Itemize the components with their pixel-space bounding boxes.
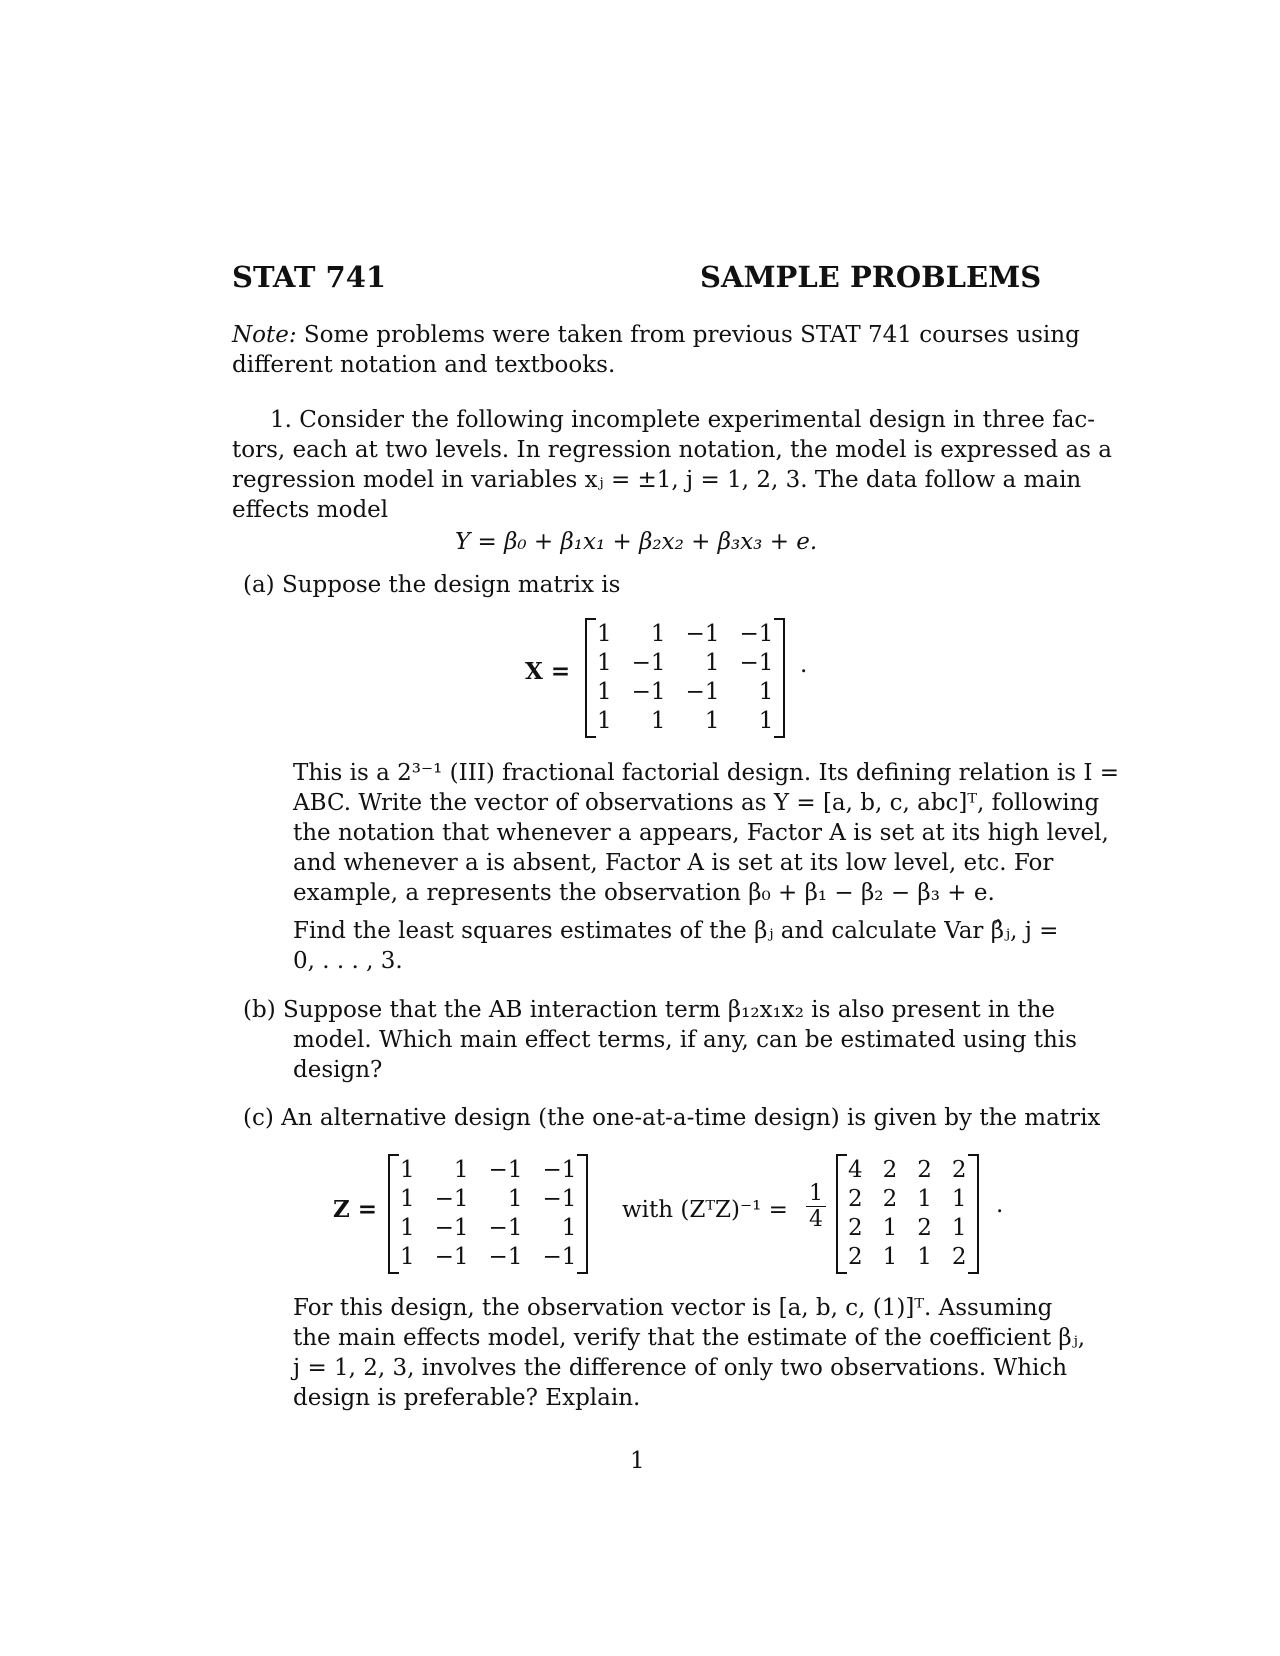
matrix-row [587,707,783,736]
matrix-cell: 2 [917,1157,932,1183]
note-line-2: different notation and textbooks. [232,352,616,378]
part-c-text-3: j = 1, 2, 3, involves the difference of only two observations. Which [293,1355,1068,1381]
matrix-cell: −1 [685,679,720,705]
matrix-row [587,678,783,707]
matrix-cell: 2 [848,1244,863,1270]
problem1-line-3: regression model in variables xⱼ = ±1, j = 1, 2, 3. The data follow a main [232,467,1082,493]
matrix-cell: −1 [434,1186,469,1212]
matrix-cell: 1 [597,650,612,676]
matrix-cell: 1 [597,621,612,647]
part-b-line-2: model. Which main effect terms, if any, can be estimated using this [293,1027,1077,1053]
course-code: STAT 741 [232,260,387,294]
part-c-text-4: design is preferable? Explain. [293,1385,641,1411]
problem1-line-4: effects model [232,497,389,523]
matrix-cell: 2 [848,1186,863,1212]
matrix-cell: 2 [951,1157,967,1183]
part-a-question-2: 0, . . . , 3. [293,948,403,974]
matrix-cell: −1 [739,621,774,647]
matrix-cell: 1 [882,1215,898,1241]
matrix-x-period: . [800,652,808,678]
matrix-cell: −1 [488,1215,523,1241]
matrix-cell: 1 [597,708,612,734]
fraction-denominator: 4 [809,1207,823,1232]
part-c-intro: (c) An alternative design (the one-at-a-time design) is given by the matrix [243,1105,1101,1131]
document-title: SAMPLE PROBLEMS [700,260,1042,294]
matrix-cell: 1 [917,1186,932,1212]
matrix-row [838,1156,977,1185]
matrix-row [390,1243,586,1272]
matrix-cell: 1 [917,1244,932,1270]
matrix-cell: −1 [631,679,666,705]
matrix-cell: 2 [951,1244,967,1270]
matrix-row [838,1185,977,1214]
part-c-text-2: the main effects model, verify that the estimate of the coefficient βⱼ, [293,1325,1086,1351]
matrix-cell: 1 [400,1215,415,1241]
part-a-text-2: ABC. Write the vector of observations as Y = [a, b, c, abc]ᵀ, following [293,790,1100,816]
note-label: Note: [232,322,297,348]
note-line-1 [232,320,1080,350]
matrix-cell: 1 [951,1215,967,1241]
matrix-cell: 1 [561,1215,577,1241]
matrix-cell: 1 [704,708,720,734]
matrix-cell: 2 [882,1186,898,1212]
matrix-row [587,649,783,678]
matrix-cell: 2 [917,1215,932,1241]
matrix-cell: −1 [542,1186,577,1212]
matrix-cell: −1 [542,1244,577,1270]
matrix-cell: 1 [758,708,774,734]
matrix-cell: −1 [631,650,666,676]
matrix-row [838,1214,977,1243]
part-a-text-4: and whenever a is absent, Factor A is set at its low level, etc. For [293,850,1054,876]
matrix-cell: 1 [882,1244,898,1270]
matrix-cell: −1 [488,1244,523,1270]
part-a-question-1: Find the least squares estimates of the βⱼ and calculate Var β̂ⱼ, j = [293,918,1059,944]
matrix-cell: 4 [848,1157,863,1183]
matrix-cell: −1 [434,1244,469,1270]
matrix-cell: −1 [488,1157,523,1183]
matrix-cell: 1 [400,1244,415,1270]
matrix-cell: −1 [542,1157,577,1183]
matrix-x [585,618,785,738]
matrix-cell: 1 [597,679,612,705]
matrix-cell: −1 [685,621,720,647]
part-a-intro: (a) Suppose the design matrix is [243,572,621,598]
part-a-text-5: example, a represents the observation β₀ + β₁ − β₂ − β₃ + e. [293,880,995,906]
one-quarter-fraction [806,1181,826,1232]
matrix-ztz-period: . [996,1192,1004,1218]
inverse-expression: with (ZᵀZ)⁻¹ = [622,1197,788,1223]
matrix-row [390,1185,586,1214]
part-c-text-1: For this design, the observation vector is [a, b, c, (1)]ᵀ. Assuming [293,1295,1053,1321]
matrix-cell: 1 [951,1186,967,1212]
page-number: 1 [630,1448,645,1474]
part-a-text-3: the notation that whenever a appears, Factor A is set at its high level, [293,820,1109,846]
matrix-cell: 1 [507,1186,523,1212]
matrix-x-label: X = [525,658,571,685]
matrix-cell: 1 [400,1157,415,1183]
matrix-cell: 1 [453,1157,469,1183]
matrix-row [838,1243,977,1272]
matrix-ztz-inverse [836,1154,979,1274]
matrix-z-label: Z = [333,1196,378,1223]
model-equation: Y = β₀ + β₁x₁ + β₂x₂ + β₃x₃ + e. [455,529,818,555]
problem1-line-1: 1. Consider the following incomplete experimental design in three fac- [270,407,1096,433]
note-text-1: Some problems were taken from previous STAT 741 courses using [303,322,1080,348]
matrix-cell: 2 [882,1157,898,1183]
fraction-numerator: 1 [806,1181,826,1207]
matrix-row [390,1214,586,1243]
matrix-cell: 1 [400,1186,415,1212]
matrix-row [587,620,783,649]
matrix-cell: −1 [739,650,774,676]
part-a-text-1: This is a 2³⁻¹ (III) fractional factorial design. Its defining relation is I = [293,760,1119,786]
matrix-row [390,1156,586,1185]
part-b-line-3: design? [293,1057,383,1083]
matrix-cell: 1 [650,708,666,734]
matrix-cell: 2 [848,1215,863,1241]
part-b-line-1: (b) Suppose that the AB interaction term β₁₂x₁x₂ is also present in the [243,997,1056,1023]
matrix-cell: −1 [434,1215,469,1241]
matrix-cell: 1 [650,621,666,647]
matrix-cell: 1 [704,650,720,676]
matrix-z [388,1154,588,1274]
problem1-line-2: tors, each at two levels. In regression notation, the model is expressed as a [232,437,1112,463]
matrix-cell: 1 [758,679,774,705]
